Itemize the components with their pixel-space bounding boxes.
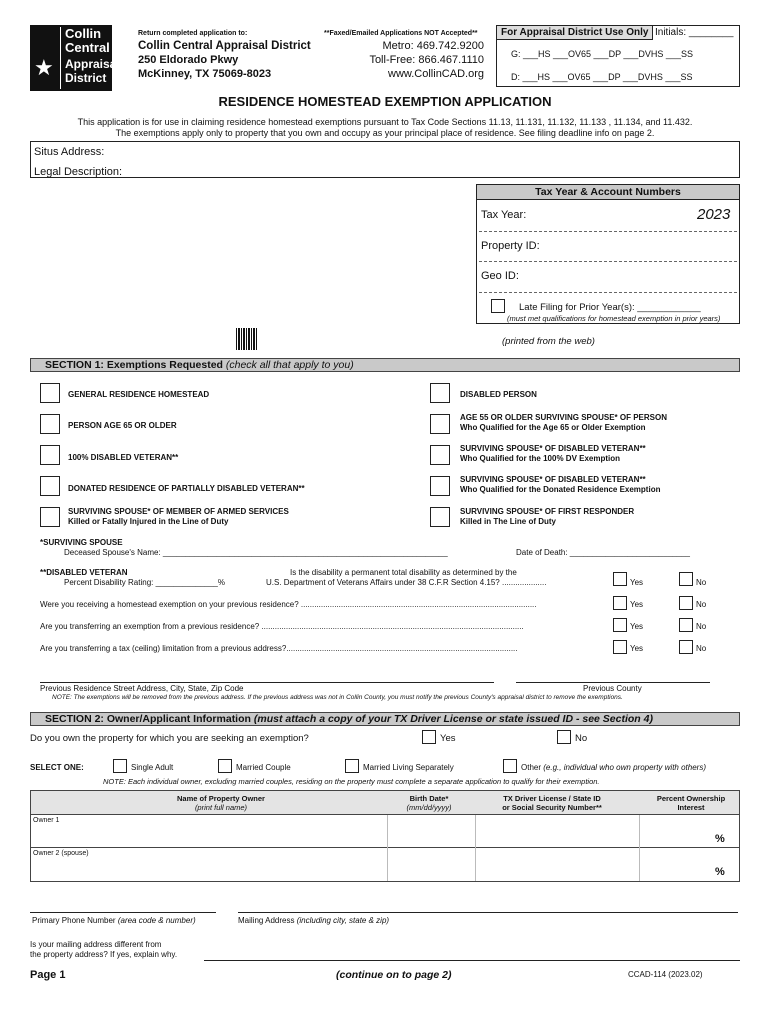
- intro-line-1: This application is for use in claiming residence homestead exemptions pursuant to Tax Code Sections 11.13, 11.131, 11.132, 11.133 , 11.134, and 11.432.: [77, 117, 693, 127]
- transfer-exemption-yes-checkbox[interactable]: [613, 618, 627, 632]
- owner-row-1[interactable]: [31, 815, 739, 848]
- logo-line-4: District: [65, 71, 107, 85]
- permanent-no-checkbox[interactable]: [679, 572, 693, 586]
- checkbox-donated-residence-spouse[interactable]: [430, 476, 450, 496]
- mailing-sub: (including city, state & zip): [296, 916, 390, 925]
- prev-homestead-no-label: No: [696, 600, 707, 609]
- own-yes-checkbox[interactable]: [422, 730, 436, 744]
- phone-label: Primary Phone Number (area code & number): [32, 916, 196, 925]
- checkbox-age-65[interactable]: [40, 414, 60, 434]
- permanent-yes-checkbox[interactable]: [613, 572, 627, 586]
- q-transfer-ceiling: Are you transferring a tax (ceiling) limitation from a previous address?........................................................................................................: [40, 644, 518, 653]
- owner-1-percent: %: [715, 833, 725, 845]
- office-row-d: D: ___HS ___OV65 ___DP ___DVHS ___SS: [511, 72, 693, 82]
- q-transfer-exemption: Are you transferring an exemption from a previous residence? ......................................................................................................................: [40, 622, 524, 631]
- mailing-label: Mailing Address (including city, state & zip): [238, 916, 390, 925]
- legal-description-label: Legal Description:: [34, 166, 123, 178]
- label-age-55-spouse-sub: Who Qualified for the Age 65 or Older Exemption: [460, 423, 646, 432]
- office-use-title: For Appraisal District Use Only: [497, 26, 653, 40]
- owner-row-2[interactable]: [31, 848, 739, 881]
- owner-1-label: Owner 1: [33, 817, 60, 824]
- owner-2-label: Owner 2 (spouse): [33, 850, 89, 857]
- situs-address-label: Situs Address:: [34, 146, 105, 158]
- col-name-header: Name of Property Owner: [177, 794, 265, 803]
- permanent-disability-q1: Is the disability a permanent total disability as determined by the: [290, 568, 517, 577]
- single-adult-label: Single Adult: [131, 763, 174, 772]
- label-donated-residence: DONATED RESIDENCE OF PARTIALLY DISABLED VETERAN**: [68, 484, 305, 493]
- logo-line-1: Collin: [65, 26, 102, 41]
- transfer-exemption-yes-label: Yes: [630, 622, 644, 631]
- label-age-55-spouse: AGE 55 OR OLDER SURVIVING SPOUSE* OF PERSON: [460, 413, 668, 422]
- label-age-65: PERSON AGE 65 OR OLDER: [68, 421, 177, 430]
- label-donated-residence-spouse: SURVIVING SPOUSE* OF DISABLED VETERAN**: [460, 475, 646, 484]
- section-1-header: [30, 358, 740, 372]
- barcode-icon: [236, 328, 258, 350]
- logo-line-3: Appraisal: [65, 57, 120, 71]
- col-license-header: TX Driver License / State ID: [503, 794, 601, 803]
- tax-year-box: [476, 184, 740, 324]
- section-2-subtitle: (must attach a copy of your TX Driver License or state issued ID - see Section 4): [253, 713, 653, 725]
- other-note: (e.g., individual who own property with others): [543, 763, 706, 772]
- return-label: Return completed application to:: [138, 30, 248, 37]
- checkbox-dv-spouse[interactable]: [430, 445, 450, 465]
- website: www.CollinCAD.org: [388, 68, 484, 80]
- office-use-box: [496, 25, 740, 87]
- own-property-question: Do you own the property for which you are seeking an exemption?: [30, 733, 309, 744]
- label-armed-services-spouse-sub: Killed or Fatally Injured in the Line of Duty: [68, 517, 229, 526]
- phone-sub: (area code & number): [117, 916, 196, 925]
- q-prev-homestead: Were you receiving a homestead exemption on your previous residence? ..........................................................................................................: [40, 600, 537, 609]
- phone-line[interactable]: [30, 912, 216, 913]
- checkbox-first-responder-spouse[interactable]: [430, 507, 450, 527]
- org-name: Collin Central Appraisal District: [138, 40, 311, 52]
- prev-county-label: Previous County: [583, 684, 642, 693]
- label-dv-spouse: SURVIVING SPOUSE* OF DISABLED VETERAN**: [460, 444, 646, 453]
- label-armed-services-spouse: SURVIVING SPOUSE* OF MEMBER OF ARMED SERVICES: [68, 507, 289, 516]
- col-birth-sub: (mm/dd/yyyy): [406, 803, 452, 812]
- district-logo: [30, 25, 120, 91]
- label-dv-spouse-sub: Who Qualified for the 100% DV Exemption: [460, 454, 621, 463]
- mailing-diff-q2: the property address? If yes, explain why.: [30, 950, 178, 959]
- fax-note: **Faxed/Emailed Applications NOT Accepted**: [324, 30, 478, 37]
- checkbox-age-55-spouse[interactable]: [430, 414, 450, 434]
- prev-homestead-yes-label: Yes: [630, 600, 644, 609]
- col-birth-header: Birth Date*: [409, 794, 449, 803]
- married-separately-label: Married Living Separately: [363, 763, 454, 772]
- prev-address-label: Previous Residence Street Address, City, State, Zip Code: [40, 684, 244, 693]
- col-license-sub: or Social Security Number**: [502, 803, 602, 812]
- label-first-responder-spouse-sub: Killed in The Line of Duty: [460, 517, 556, 526]
- transfer-ceiling-yes-label: Yes: [630, 644, 644, 653]
- page-title: RESIDENCE HOMESTEAD EXEMPTION APPLICATION: [218, 94, 552, 109]
- owner-table-header: [31, 791, 739, 815]
- office-row-g: G: ___HS ___OV65 ___DP ___DVHS ___SS: [511, 49, 693, 59]
- married-couple-checkbox[interactable]: [218, 759, 232, 773]
- mailing-line[interactable]: [238, 912, 738, 913]
- section-1-title: SECTION 1: Exemptions Requested: [45, 359, 223, 371]
- permanent-disability-q2: U.S. Department of Veterans Affairs under 38 C.F.R Section 4.15? ....................: [266, 578, 547, 587]
- single-adult-checkbox[interactable]: [113, 759, 127, 773]
- org-address-2: McKinney, TX 75069-8023: [138, 68, 272, 80]
- tax-year-label: Tax Year:: [481, 209, 527, 221]
- section-2-note: NOTE: Each individual owner, excluding married couples, residing on the property must complete a separate application to qualify for their exemption.: [103, 777, 600, 786]
- org-address-1: 250 Eldorado Pkwy: [138, 54, 239, 66]
- label-general-homestead: GENERAL RESIDENCE HOMESTEAD: [68, 390, 210, 399]
- date-of-death-label[interactable]: Date of Death: ___________________________: [516, 548, 690, 557]
- checkbox-disabled-person[interactable]: [430, 383, 450, 403]
- transfer-exemption-no-checkbox[interactable]: [679, 618, 693, 632]
- surviving-spouse-title: *SURVIVING SPOUSE: [40, 538, 123, 547]
- married-couple-label: Married Couple: [236, 763, 291, 772]
- late-filing-checkbox[interactable]: [491, 299, 505, 313]
- select-one-label: SELECT ONE:: [30, 763, 84, 772]
- transfer-exemption-no-label: No: [696, 622, 707, 631]
- page-number: Page 1: [30, 969, 66, 981]
- transfer-ceiling-no-label: No: [696, 644, 707, 653]
- property-box: [30, 141, 740, 178]
- tax-year-title: Tax Year & Account Numbers: [477, 185, 739, 200]
- logo-line-2: Central: [65, 40, 110, 55]
- label-first-responder-spouse: SURVIVING SPOUSE* OF FIRST RESPONDER: [460, 507, 635, 516]
- prev-homestead-no-checkbox[interactable]: [679, 596, 693, 610]
- checkbox-general-homestead[interactable]: [40, 383, 60, 403]
- owner-table: [30, 790, 740, 882]
- geo-id-label: Geo ID:: [481, 270, 519, 282]
- initials-label: Initials: ________: [655, 27, 734, 38]
- section-2-header: [30, 712, 740, 726]
- label-disabled-person: DISABLED PERSON: [460, 390, 537, 399]
- own-no-label: No: [575, 733, 588, 744]
- married-separately-checkbox[interactable]: [345, 759, 359, 773]
- section-1-subtitle: (check all that apply to you): [225, 359, 354, 371]
- prev-homestead-yes-checkbox[interactable]: [613, 596, 627, 610]
- property-id-label: Property ID:: [481, 240, 540, 252]
- tollfree-phone: Toll-Free: 866.467.1110: [369, 54, 484, 66]
- form-id: CCAD-114 (2023.02): [628, 970, 703, 979]
- other-checkbox[interactable]: [503, 759, 517, 773]
- transfer-ceiling-yes-checkbox[interactable]: [613, 640, 627, 654]
- intro-line-2: The exemptions apply only to property that you own and occupy as your principal place of residence. See filing deadline info on page 2.: [115, 128, 655, 138]
- other-label: Other (e.g., individual who own property with others): [521, 763, 706, 772]
- checkbox-armed-services-spouse[interactable]: [40, 507, 60, 527]
- star-icon: ★: [34, 55, 54, 80]
- metro-phone: Metro: 469.742.9200: [382, 40, 484, 52]
- prev-address-line[interactable]: [40, 682, 494, 683]
- prev-note: NOTE: The exemptions will be removed from the previous address. If the previous address was not in Collin County, you must notify the previous County's appraisal district to remove the exemptions.: [52, 694, 623, 701]
- col-name-sub: (print full name): [194, 803, 248, 812]
- owner-2-percent: %: [715, 866, 725, 878]
- late-filing-note: (must met qualifications for homestead exemption in prior years): [507, 314, 721, 323]
- own-no-checkbox[interactable]: [557, 730, 571, 744]
- checkbox-100-disabled-veteran[interactable]: [40, 445, 60, 465]
- mailing-diff-q1: Is your mailing address different from: [30, 940, 162, 949]
- prev-county-line[interactable]: [516, 682, 710, 683]
- col-percent-header: Percent Ownership: [656, 794, 726, 803]
- tax-year-value: 2023: [697, 206, 731, 223]
- disabled-veteran-title: **DISABLED VETERAN: [40, 568, 128, 577]
- label-100-disabled-veteran: 100% DISABLED VETERAN**: [68, 453, 179, 462]
- mailing-diff-line[interactable]: [204, 960, 740, 961]
- printed-note: (printed from the web): [502, 336, 595, 347]
- permanent-yes-label: Yes: [630, 578, 644, 587]
- deceased-name-label[interactable]: Deceased Spouse's Name: ________________________________________________________________: [64, 548, 448, 557]
- situs-address-field[interactable]: [141, 144, 731, 160]
- disability-rating-label[interactable]: Percent Disability Rating: ______________%: [64, 578, 225, 587]
- late-filing-label: Late Filing for Prior Year(s): ____________: [519, 302, 701, 313]
- legal-description-field[interactable]: [141, 163, 731, 177]
- col-percent-sub: Interest: [677, 803, 705, 812]
- label-donated-residence-spouse-sub: Who Qualified for the Donated Residence Exemption: [460, 485, 661, 494]
- permanent-no-label: No: [696, 578, 707, 587]
- transfer-ceiling-no-checkbox[interactable]: [679, 640, 693, 654]
- checkbox-donated-residence[interactable]: [40, 476, 60, 496]
- own-yes-label: Yes: [440, 733, 456, 744]
- section-2-title: SECTION 2: Owner/Applicant Information: [45, 713, 251, 725]
- continue-note: (continue on to page 2): [336, 969, 452, 981]
